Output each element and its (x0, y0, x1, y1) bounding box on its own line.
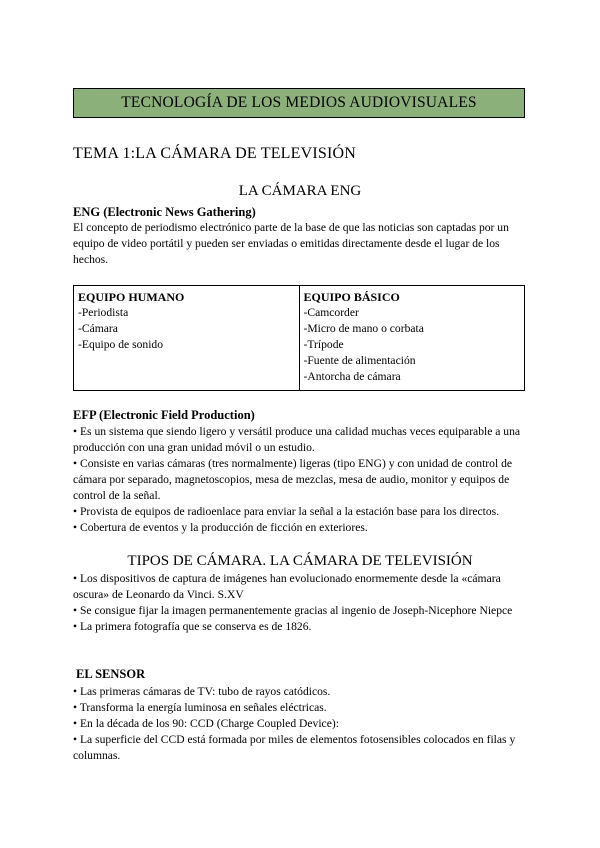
sensor-bullets (73, 684, 528, 764)
eng-subheading: ENG (Electronic News Gathering) (73, 205, 256, 219)
efp-bullet: • Consiste en varias cámaras (tres normalmente) ligeras (tipo ENG) y con unidad de control de cámara por separado, magnetoscopios, mesa de mezclas, mesa de audio, monitor y equipos de control de la señal. (73, 457, 513, 502)
equipo-humano-cell (74, 286, 300, 391)
efp-bullet: • Cobertura de eventos y la producción de ficción en exteriores. (73, 521, 368, 534)
tipos-bullet: • Se consigue fijar la imagen permanentemente gracias al ingenio de Joseph-Nicephore Niepce (73, 604, 513, 617)
sensor-bullet: • Las primeras cámaras de TV: tubo de rayos catódicos. (73, 685, 331, 698)
equipo-basico-item: -Micro de mano o corbata (303, 322, 424, 335)
sensor-bullet: • Transforma la energía luminosa en señales eléctricas. (73, 701, 327, 714)
tipos-bullet: • La primera fotografía que se conserva es de 1826. (73, 620, 312, 633)
eng-paragraph (73, 220, 528, 268)
efp-bullet: • Provista de equipos de radioenlace para enviar la señal a la estación base para los directos. (73, 505, 500, 518)
equipo-humano-item: -Periodista (78, 306, 129, 319)
equipo-basico-item: -Antorcha de cámara (303, 370, 401, 383)
equipo-humano-item: -Cámara (78, 322, 118, 335)
equipo-humano-item: -Equipo de sonido (78, 338, 164, 351)
tipos-bullet: • Los dispositivos de captura de imágenes han evolucionado enormemente desde la «cámara oscura» de Leonardo da Vinci. S.XV (73, 572, 501, 601)
equipo-basico-item: -Camcorder (303, 306, 359, 319)
efp-subheading: EFP (Electronic Field Production) (73, 408, 255, 422)
tipos-bullets (73, 571, 528, 635)
equipo-humano-header: EQUIPO HUMANO (78, 290, 185, 304)
sensor-bullet: • En la década de los 90: CCD (Charge Coupled Device): (73, 717, 339, 730)
equipo-basico-cell (299, 286, 525, 391)
topic-title: TEMA 1:LA CÁMARA DE TELEVISIÓN (73, 145, 357, 162)
equipo-basico-header: EQUIPO BÁSICO (303, 290, 400, 304)
efp-bullets (73, 424, 528, 536)
equipment-table (73, 285, 525, 391)
eng-paragraph-text: El concepto de periodismo electrónico parte de la base de que las noticias son captadas por un equipo de video portátil y pueden ser enviadas o emitidas directamente desde el lugar de los hechos. (73, 221, 509, 266)
eng-heading: LA CÁMARA ENG (238, 183, 362, 199)
equipo-basico-item: -Trípode (303, 338, 344, 351)
document-title: TECNOLOGÍA DE LOS MEDIOS AUDIOVISUALES (121, 94, 477, 111)
equipo-basico-item: -Fuente de alimentación (303, 354, 416, 367)
document-title-banner (73, 88, 525, 118)
tipos-heading: TIPOS DE CÁMARA. LA CÁMARA DE TELEVISIÓN (127, 553, 473, 569)
sensor-subheading: EL SENSOR (76, 667, 146, 681)
sensor-bullet: • La superficie del CCD está formada por miles de elementos fotosensibles colocados en filas y columnas. (73, 733, 516, 762)
efp-bullet: • Es un sistema que siendo ligero y versátil produce una calidad muchas veces equiparable a una producción con una gran unidad móvil o un estudio. (73, 425, 521, 454)
